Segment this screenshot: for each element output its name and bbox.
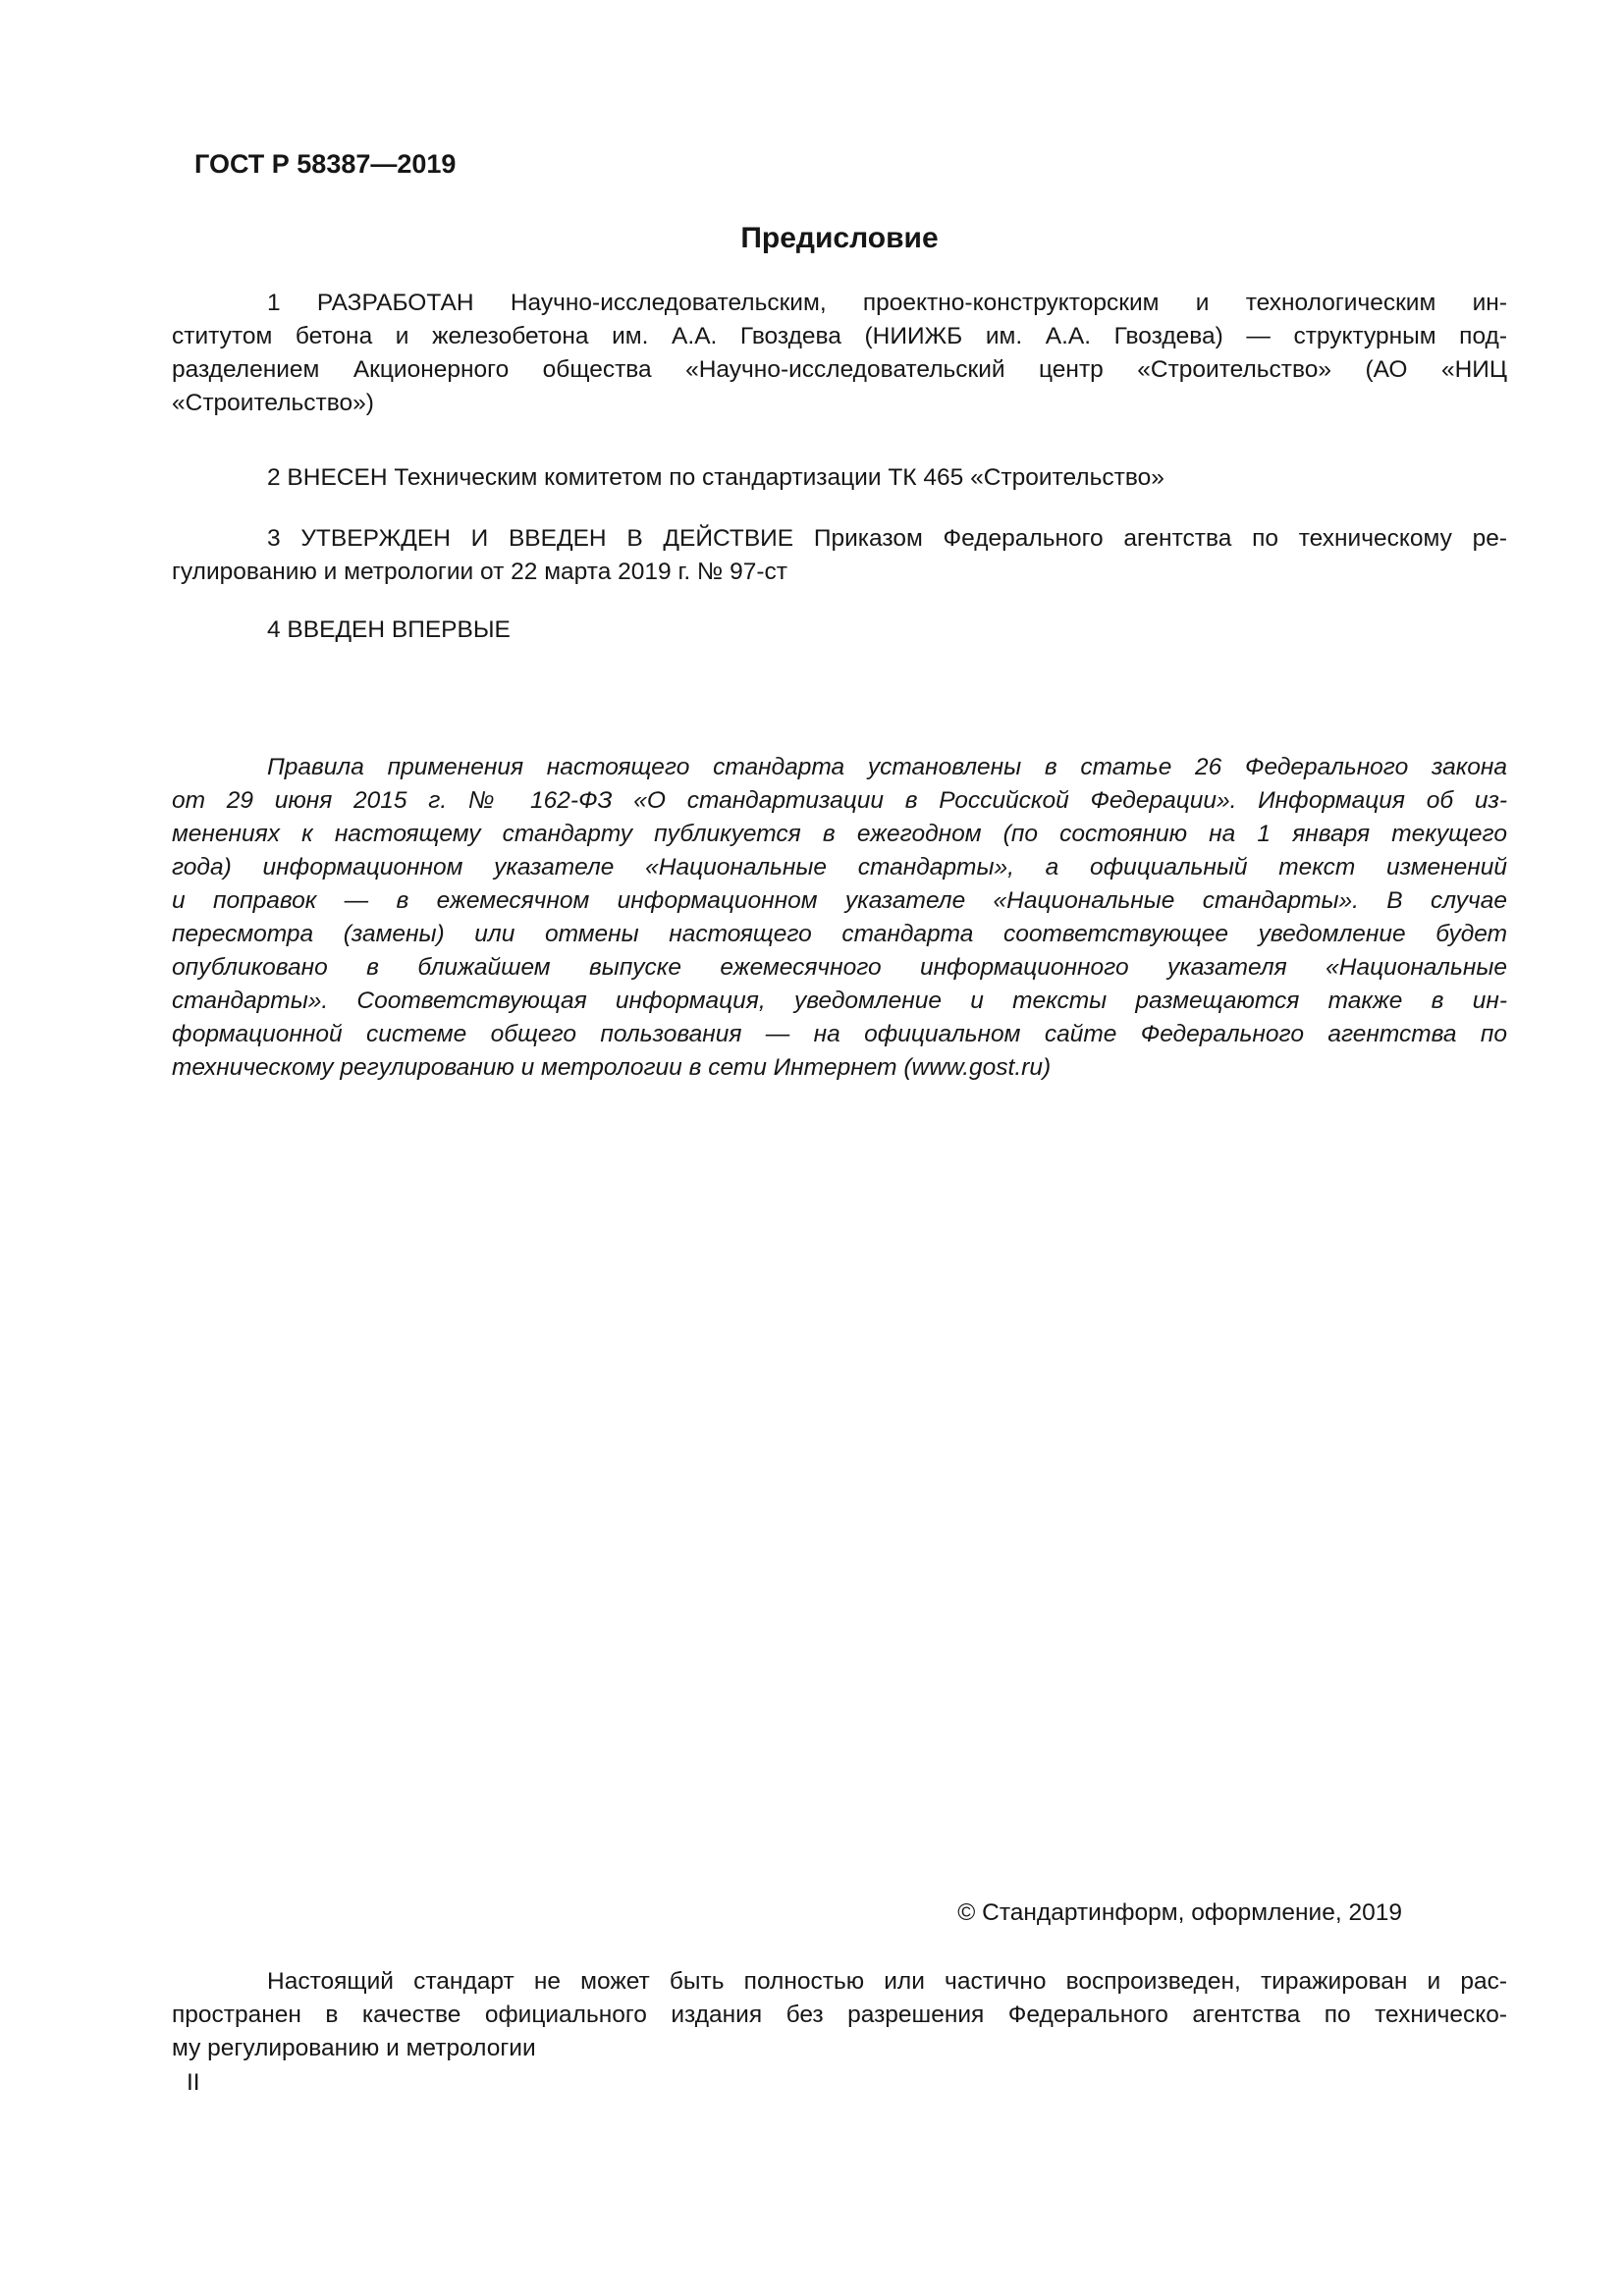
text-line: менениях к настоящему стандарту публикуется в ежегодном (по состоянию на 1 января текущего	[172, 821, 1507, 847]
clause-submitted	[172, 461, 1507, 495]
text-line: Настоящий стандарт не может быть полностью или частично воспроизведен, тиражирован и рас-	[267, 1968, 1507, 1995]
application-rules-notice	[172, 751, 1507, 1085]
page-title: Предисловие	[740, 222, 939, 254]
text-line: и поправок — в ежемесячном информационном указателе «Национальные стандарты». В случае	[172, 887, 1507, 914]
text-line: ститутом бетона и железобетона им. А.А. Гвоздева (НИИЖБ им. А.А. Гвоздева) — структурным под-	[172, 323, 1507, 349]
text-line: от 29 июня 2015 г. № 162-ФЗ «О стандартизации в Российской Федерации». Информация об из-	[172, 787, 1507, 814]
text-line: 2 ВНЕСЕН Техническим комитетом по стандартизации ТК 465 «Строительство»	[267, 464, 1164, 491]
text-line: разделением Акционерного общества «Научно-исследовательский центр «Строительство» (АО «НИЦ	[172, 356, 1507, 383]
text-line: 4 ВВЕДЕН ВПЕРВЫЕ	[267, 616, 511, 643]
text-line: 3 УТВЕРЖДЕН И ВВЕДЕН В ДЕЙСТВИЕ Приказом Федерального агентства по техническому ре-	[267, 525, 1507, 552]
text-line: «Строительство»)	[172, 390, 374, 416]
text-line: формационной системе общего пользования — на официальном сайте Федерального агентства по	[172, 1021, 1507, 1047]
copyright-line: © Стандартинформ, оформление, 2019	[957, 1899, 1402, 1926]
page-number: II	[187, 2069, 200, 2096]
clause-developed	[172, 287, 1507, 420]
clause-introduced-first-time	[172, 614, 1507, 647]
clause-approved	[172, 522, 1507, 589]
text-line: техническому регулированию и метрологии в сети Интернет (www.gost.ru)	[172, 1054, 1052, 1081]
text-line: Правила применения настоящего стандарта установлены в статье 26 Федерального закона	[267, 754, 1507, 780]
text-line: года) информационном указателе «Национальные стандарты», а официальный текст изменений	[172, 854, 1507, 881]
text-line: гулированию и метрологии от 22 марта 2019 г. № 97-ст	[172, 559, 787, 585]
text-line: стандарты». Соответствующая информация, уведомление и тексты размещаются также в ин-	[172, 988, 1507, 1014]
text-line: пространен в качестве официального издания без разрешения Федерального агентства по техническо-	[172, 2002, 1507, 2028]
text-line: опубликовано в ближайшем выпуске ежемесячного информационного указателя «Национальные	[172, 954, 1507, 981]
text-line: му регулированию и метрологии	[172, 2035, 536, 2061]
reproduction-restriction-notice	[172, 1965, 1507, 2065]
text-line: 1 РАЗРАБОТАН Научно-исследовательским, проектно-конструкторским и технологическим ин-	[267, 290, 1507, 316]
text-line: пересмотра (замены) или отмены настоящего стандарта соответствующее уведомление будет	[172, 921, 1507, 947]
running-header: ГОСТ Р 58387—2019	[194, 149, 457, 179]
